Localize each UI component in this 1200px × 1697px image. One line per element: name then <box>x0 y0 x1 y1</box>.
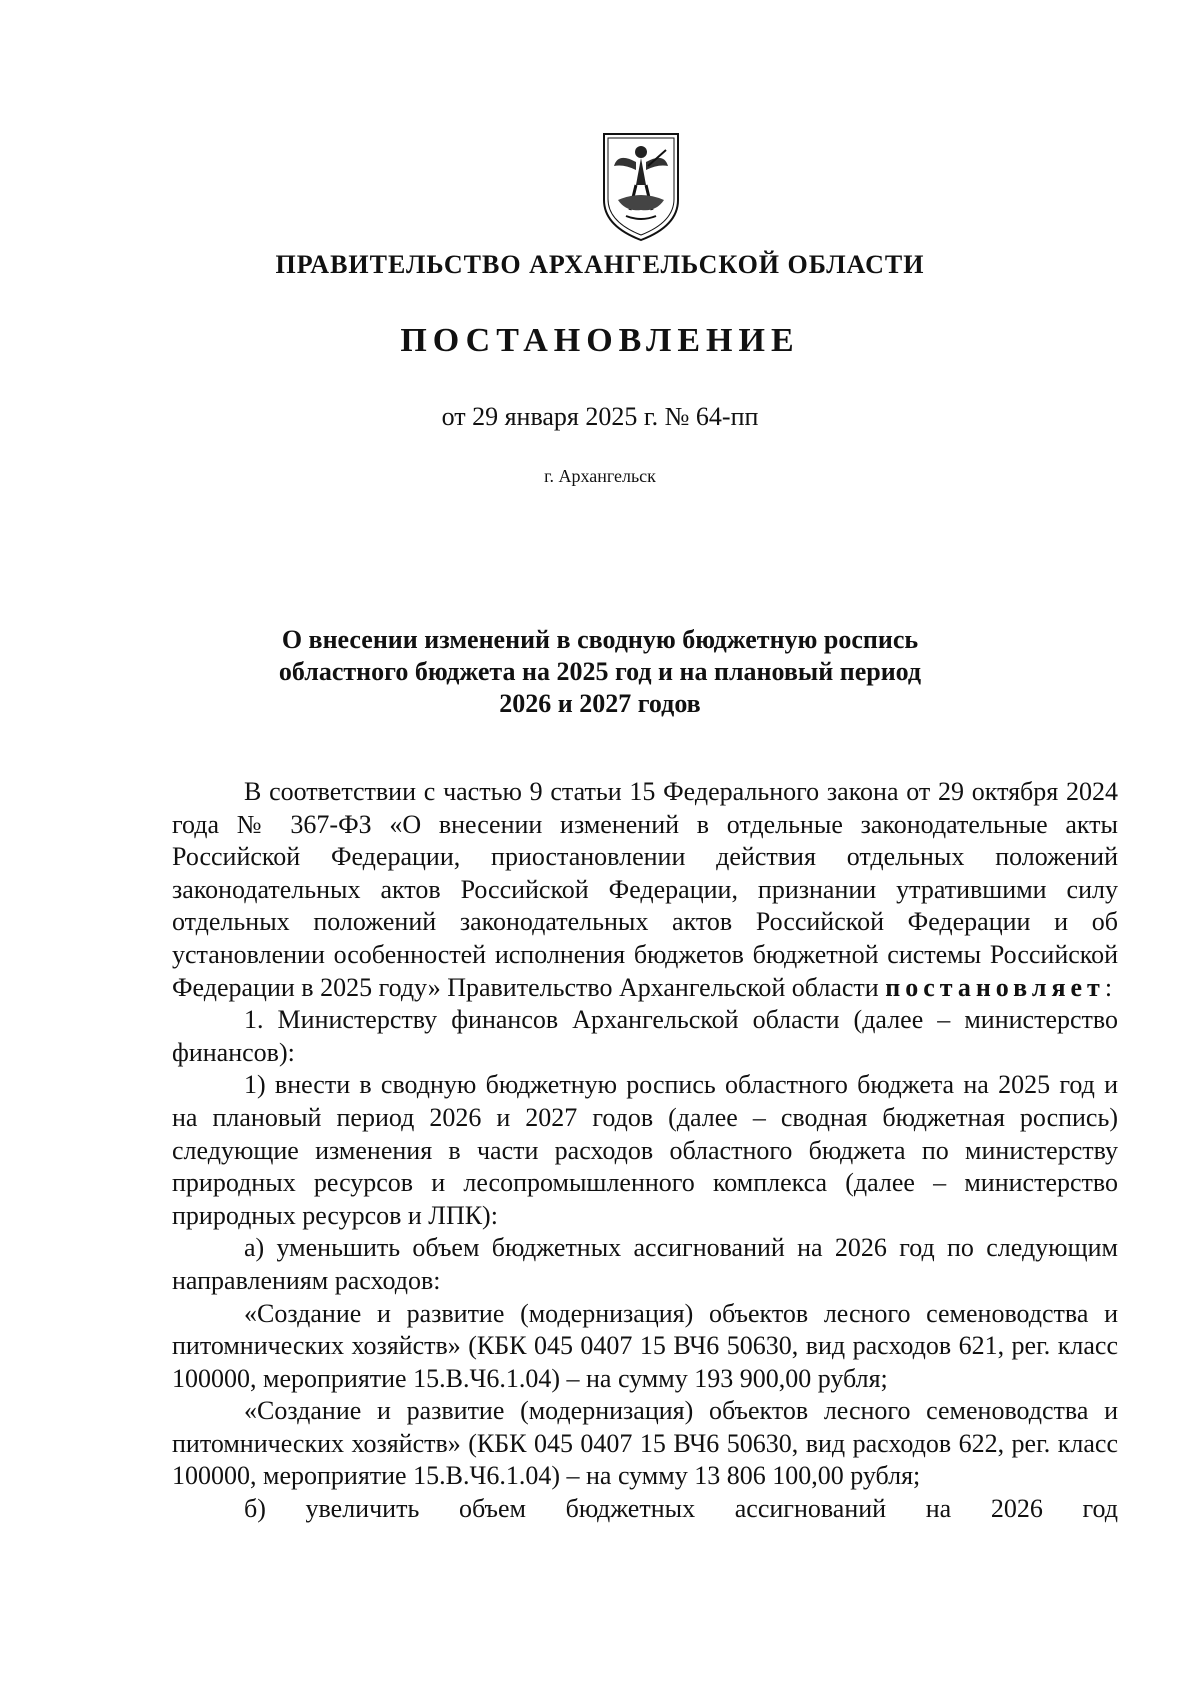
paragraph-preamble <box>172 776 1118 1004</box>
document-type: ПОСТАНОВЛЕНИЕ <box>400 322 800 359</box>
preamble-text: В соответствии с частью 9 статьи 15 Федерального закона от 29 октября 2024 года № 367-ФЗ «О внесении изменений в отдельные законодательные акты Российской Федерации, приостановлении действия отдельных положений законодательных актов Российской Федерации, признании утратившими силу отдельных положений законодательных актов Российской Федерации и об установлении особенностей исполнения бюджетов бюджетной системы Российской Федерации в 2025 году» Правительство Архангельской области <box>172 777 1118 1002</box>
document-heading <box>0 624 1200 720</box>
document-body <box>172 776 1118 1526</box>
paragraph-item-1: 1. Министерству финансов Архангельской области (далее – министерство финансов): <box>172 1005 1118 1067</box>
heading-line: областного бюджета на 2025 год и на плановый период <box>278 657 922 686</box>
paragraph-expense-621: «Создание и развитие (модернизация) объектов лесного семеноводства и питомнических хозяйств» (КБК 045 0407 15 ВЧ6 50630, вид расходов 621, рег. класс 100000, мероприятие 15.В.Ч6.1.04) – на сумму 193 900,00 рубля; <box>172 1298 1118 1393</box>
heading-line: О внесении изменений в сводную бюджетную роспись <box>281 625 919 654</box>
heading-line: 2026 и 2027 годов <box>499 689 701 718</box>
document-city: г. Архангельск <box>544 466 656 486</box>
coat-of-arms-icon <box>596 130 686 243</box>
paragraph-expense-622: «Создание и развитие (модернизация) объектов лесного семеноводства и питомнических хозяйств» (КБК 045 0407 15 ВЧ6 50630, вид расходов 622, рег. класс 100000, мероприятие 15.В.Ч6.1.04) – на сумму 13 806 100,00 рубля; <box>172 1396 1118 1491</box>
keyword-decrees: постановляет <box>885 972 1105 1002</box>
preamble-end: : <box>1104 972 1113 1002</box>
paragraph-subitem-b: б) увеличить объем бюджетных ассигнований на 2026 год <box>244 1494 1118 1524</box>
paragraph-subitem-1: 1) внести в сводную бюджетную роспись областного бюджета на 2025 год и на плановый период 2026 и 2027 годов (далее – сводная бюджетная роспись) следующие изменения в части расходов областного бюджета по министерству природных ресурсов и лесопромышленного комплекса (далее – министерство природных ресурсов и ЛПК): <box>172 1070 1118 1230</box>
organization-title: ПРАВИТЕЛЬСТВО АРХАНГЕЛЬСКОЙ ОБЛАСТИ <box>275 250 925 279</box>
paragraph-subitem-a: а) уменьшить объем бюджетных ассигнований на 2026 год по следующим направлениям расходов: <box>172 1233 1118 1295</box>
document-date-number: от 29 января 2025 г. № 64-пп <box>441 402 759 431</box>
